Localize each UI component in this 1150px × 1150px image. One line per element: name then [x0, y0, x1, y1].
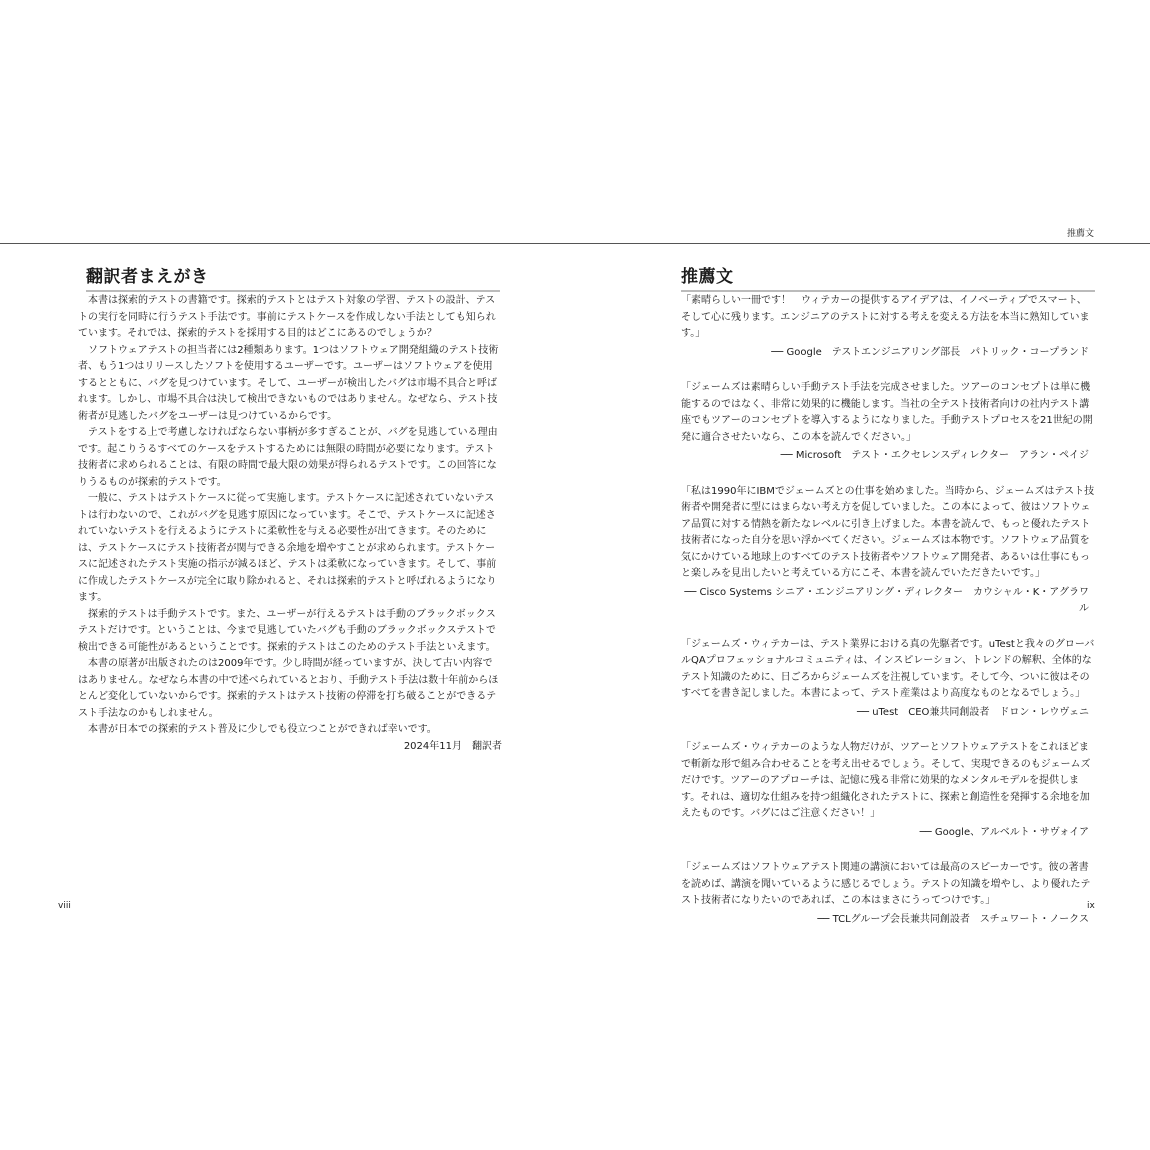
- right-page: [575, 0, 1150, 1150]
- blurb-quote: 「ジェームズはソフトウェアテスト関連の講演においては最高のスピーカーです。彼の著書を読めば、講演を聞いているように感じるでしょう。テストの知識を増やし、より優れたテスト技術者になりたいのであれば、この本はまさにうってつけです。」: [681, 862, 1091, 906]
- paragraph: 本書が日本での探索的テスト普及に少しでも役立つことができれば幸いです。: [88, 724, 437, 735]
- paragraph: 本書は探索的テストの書籍です。探索的テストとはテスト対象の学習、テストの設計、テストの実行を同時に行うテスト手法です。事前にテストケースを作成しない手法としても知られています。それでは、探索的テストを採用する目的はどこにあるのでしょうか？: [78, 295, 496, 339]
- paragraph: 探索的テストは手動テストです。また、ユーザーが行えるテストは手動のブラックボックステストだけです。ということは、今まで見逃していたバグも手動のブラックボックステストで検出できる可能性があるということです。探索的テストはこのためのテスト手法といえます。: [78, 608, 496, 653]
- blurb-quote: 「ジェームズ・ウィテカーは、テスト業界における真の先駆者です。uTestと我々のグローバルQAプロフェッショナルコミュニティは、インスピレーション、トレンドの解釈、全体的なテスト知識のために、日ごろからジェームズを注視しています。そして今、ついに彼はそのすべてを書き記しました。本書によって、テスト産業はより高度なものとなるでしょう。」: [681, 638, 1095, 699]
- paragraph: 一般に、テストはテストケースに従って実施します。テストケースに記述されていないテストは行わないので、これがバグを見逃す原因になっています。そこで、テストケースに記述されていないテストを行えるようにテストに柔軟性を与える必要性が出てきます。そのためには、テストケースにテスト技術者が関与できる余地を増やすことが求められます。テストケースに記述されたテスト実施の指示が減るほど、テストは柔軟になっていきます。そして、事前に作成したテストケースが完全に取り除かれると、それは探索的テストと呼ばれるようになります。: [78, 493, 497, 603]
- recommendation-list: [681, 293, 1095, 947]
- blurb-quote: 「素晴らしい一冊です！ ウィテカーの提供するアイデアは、イノベーティブでスマート、そして心に残ります。エンジニアのテストに対する考えを変える方法を本当に熟知しています。」: [681, 295, 1090, 339]
- blurb-quote: 「ジェームズ・ウィテカーのような人物だけが、ツアーとソフトウェアテストをこれほどまで斬新な形で組み合わせることを考え出せるでしょう。そして、実現できるのもジェームズだけです。ツアーのアプローチは、記憶に残る非常に効果的なメンタルモデルを提供します。それは、適切な仕組みを持つ組織化されたテストに、探索と創造性を発揮する余地を加えたものです。バグにはご注意ください！」: [681, 742, 1091, 819]
- blurb-quote: 「ジェームズは素晴らしい手動テスト手法を完成させました。ツアーのコンセプトは単に機能するのではなく、非常に効果的に機能します。当社の全テスト技術者向けの社内テスト講座でもツアーのコンセプトを導入するようになりました。手動テストプロセスを21世紀の開発に適合させたいなら、この本を読んでください。」: [681, 382, 1093, 443]
- preface-signature: 2024年11月 翻訳者: [403, 740, 502, 752]
- running-head: 推薦文: [1066, 229, 1094, 239]
- header-rule: [0, 243, 575, 244]
- recommendation-blurb: [681, 637, 1095, 722]
- page-number-right: ix: [1087, 901, 1095, 911]
- section-title-translator-preface: 翻訳者まえがき: [86, 262, 500, 292]
- blurb-attribution: ── Microsoft テスト・エクセレンスディレクター アラン・ペイジ: [780, 450, 1089, 461]
- blurb-quote: 「私は1990年にIBMでジェームズとの仕事を始めました。当時から、ジェームズはテスト技術者や開発者に型にはまらない考え方を促していました。この本によって、彼はソフトウェア品質に対する情熱を新たなレベルに引き上げました。本書を読んで、もっと優れたテスト技術者になった自分を思い浮かべてください。ジェームズは本物です。ソフトウェア品質を気にかけている地球上のすべてのテスト技術者やソフトウェア開発者、あるいは仕事にもっと楽しみを見出したいと考えている方にこそ、本書を読んでいただきたいです。」: [681, 485, 1095, 579]
- paragraph: 本書の原著が出版されたのは2009年です。少し時間が経っていますが、決して古い内容ではありません。なぜなら本書の中で述べられているとおり、手動テスト手法は数十年前からほとんど変化していないからです。探索的テストはテスト技術の停滞を打ち破ることができるテスト手法なのかもしれません。: [78, 658, 499, 719]
- preface-body: [78, 293, 502, 755]
- recommendation-blurb: [681, 484, 1095, 618]
- header-rule: [575, 243, 1150, 244]
- recommendation-blurb: [681, 293, 1095, 361]
- blurb-attribution: ── Google、アルベルト・サヴォイア: [919, 826, 1089, 838]
- paragraph: テストをする上で考慮しなければならない事柄が多すぎることが、バグを見逃している理由です。起こりうるすべてのケースをテストするためには無限の時間が必要になります。テスト技術者に求められることは、有限の時間で最大限の効果が得られるテストです。この回答になりうるものが探索的テストです。: [78, 427, 498, 488]
- section-title-recommendations: 推薦文: [681, 262, 1095, 292]
- recommendation-blurb: [681, 740, 1095, 841]
- blurb-attribution: ── Google テストエンジニアリング部長 パトリック・コープランド: [771, 346, 1089, 358]
- blurb-attribution: ── uTest CEO兼共同創設者 ドロン・レウヴェニ: [856, 706, 1089, 718]
- recommendation-blurb: [681, 860, 1095, 928]
- blurb-attribution: ── Cisco Systems シニア・エンジニアリング・ディレクター カウシャル・K・アグラワル: [684, 586, 1089, 614]
- blurb-attribution: ── TCLグループ会長兼共同創設者 スチュワート・ノークス: [817, 913, 1089, 925]
- paragraph: ソフトウェアテストの担当者には2種類あります。1つはソフトウェア開発組織のテスト技術者、もう1つはリリースしたソフトを使用するユーザーです。ユーザーはソフトウェアを使用するとともに、バグを見つけています。そして、ユーザーが検出したバグは市場不具合と呼ばれます。しかし、市場不具合は決して検出できないものではありません。なぜなら、テスト技術者が見逃したバグをユーザーは見つけているからです。: [78, 344, 499, 422]
- recommendation-blurb: [681, 380, 1095, 465]
- page-number-left: viii: [58, 901, 71, 911]
